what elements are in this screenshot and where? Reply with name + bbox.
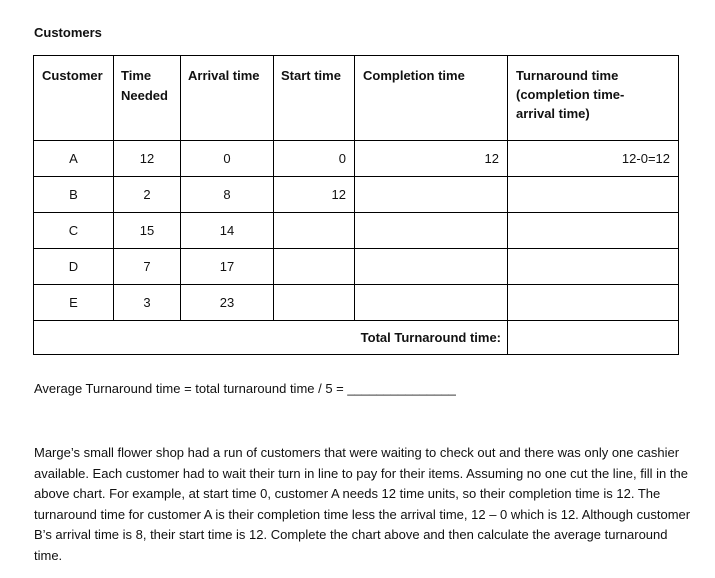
header-arrival-time: Arrival time	[181, 56, 274, 141]
total-turnaround-value[interactable]	[508, 321, 679, 355]
header-completion-time: Completion time	[355, 56, 508, 141]
table-row	[34, 285, 679, 321]
cell-arrival: 8	[181, 177, 274, 213]
cell-customer: D	[34, 249, 114, 285]
cell-completion[interactable]	[355, 213, 508, 249]
section-heading: Customers	[34, 25, 102, 40]
cell-arrival: 17	[181, 249, 274, 285]
cell-customer: A	[34, 141, 114, 177]
cell-time-needed: 7	[114, 249, 181, 285]
total-turnaround-label: Total Turnaround time:	[34, 321, 508, 355]
header-customer: Customer	[34, 56, 114, 141]
instructions-paragraph: Marge’s small flower shop had a run of customers that were waiting to check out and there was only one cashier available. Each customer had to wait their turn in line to pay for their items. Assuming no one cut the line, fill in the above chart. For example, at start time 0, customer A needs 12 time units, so their completion time is 12. The turnaround time for customer A is their completion time less the arrival time, 12 – 0 which is 12. Although customer B’s arrival time is 8, their start time is 12. Complete the chart above and then calculate the average turnaround time.	[34, 445, 691, 563]
table-row	[34, 177, 679, 213]
table-header-row	[34, 56, 679, 141]
cell-arrival: 23	[181, 285, 274, 321]
header-turnaround-line2: (completion time-	[516, 87, 625, 102]
header-turnaround-time	[508, 56, 679, 141]
cell-customer: B	[34, 177, 114, 213]
header-time-needed	[114, 56, 181, 141]
total-row	[34, 321, 679, 355]
cell-start[interactable]: 12	[274, 177, 355, 213]
cell-turnaround[interactable]	[508, 177, 679, 213]
cell-start[interactable]	[274, 213, 355, 249]
cell-completion[interactable]	[355, 249, 508, 285]
cell-completion[interactable]	[355, 285, 508, 321]
cell-customer: E	[34, 285, 114, 321]
cell-time-needed: 12	[114, 141, 181, 177]
cell-time-needed: 3	[114, 285, 181, 321]
cell-completion[interactable]: 12	[355, 141, 508, 177]
cell-customer: C	[34, 213, 114, 249]
cell-start[interactable]	[274, 249, 355, 285]
cell-arrival: 0	[181, 141, 274, 177]
cell-turnaround[interactable]	[508, 285, 679, 321]
customer-table	[33, 55, 679, 355]
table-row	[34, 141, 679, 177]
cell-turnaround[interactable]	[508, 213, 679, 249]
header-time-needed-line2: Needed	[121, 88, 168, 103]
header-turnaround-line1: Turnaround time	[516, 68, 619, 83]
cell-start[interactable]	[274, 285, 355, 321]
table-row	[34, 213, 679, 249]
header-time-needed-line1: Time	[121, 68, 152, 83]
average-turnaround-line: Average Turnaround time = total turnaround time / 5 = _______________	[34, 381, 456, 396]
header-turnaround-line3: arrival time)	[516, 106, 590, 121]
cell-turnaround[interactable]: 12-0=12	[508, 141, 679, 177]
cell-turnaround[interactable]	[508, 249, 679, 285]
cell-time-needed: 2	[114, 177, 181, 213]
header-start-time: Start time	[274, 56, 355, 141]
cell-time-needed: 15	[114, 213, 181, 249]
cell-arrival: 14	[181, 213, 274, 249]
table-row	[34, 249, 679, 285]
cell-completion[interactable]	[355, 177, 508, 213]
cell-start[interactable]: 0	[274, 141, 355, 177]
